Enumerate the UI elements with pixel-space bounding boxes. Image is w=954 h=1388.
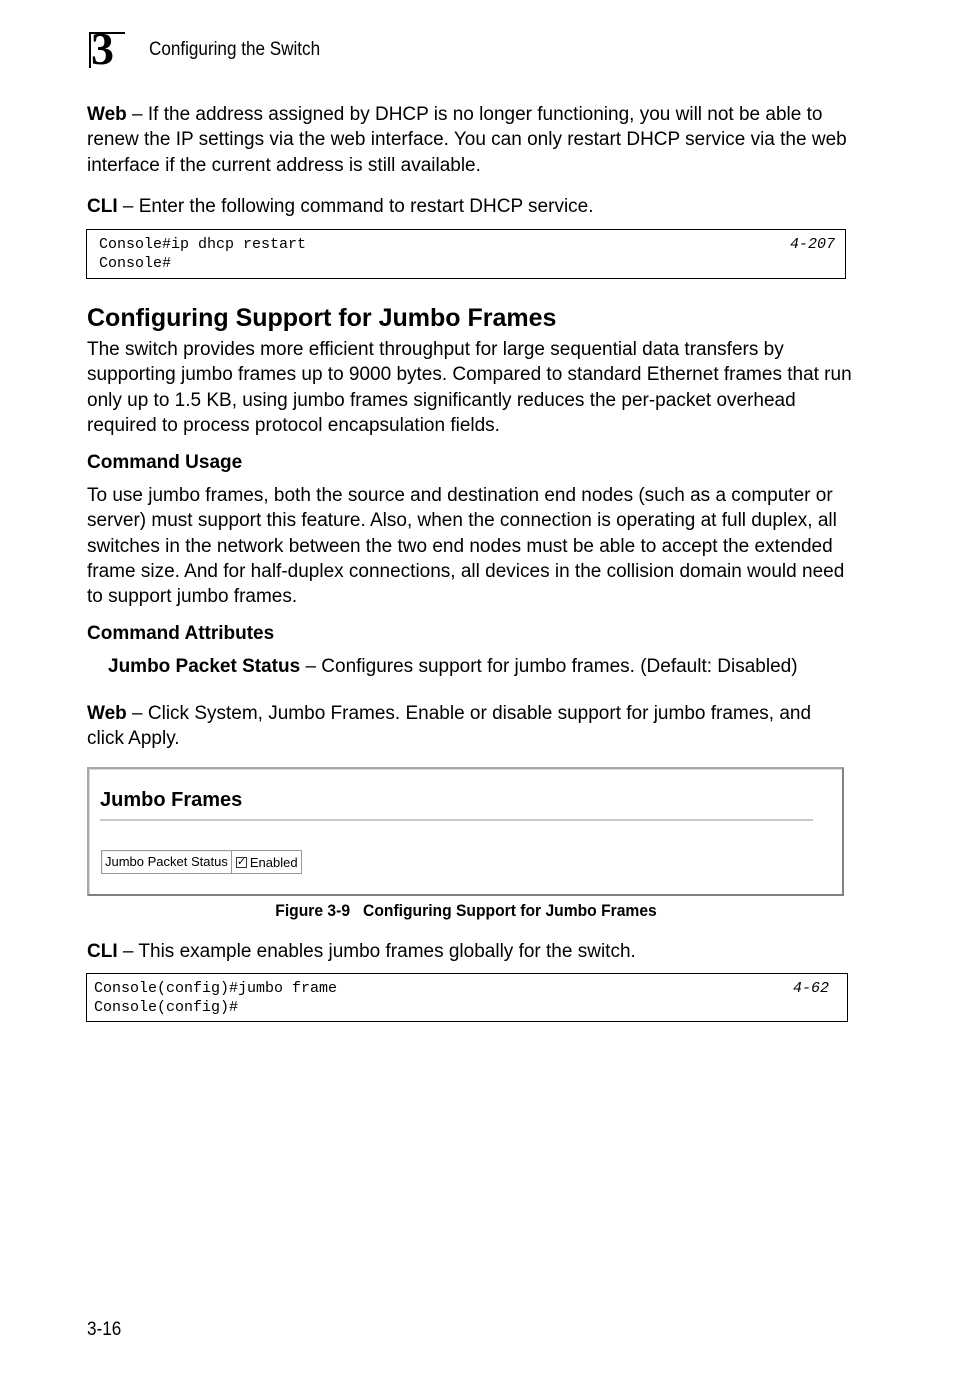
- section-web-paragraph: [87, 701, 852, 752]
- cli-text: – Enter the following command to restart DHCP service.: [117, 196, 594, 217]
- command-usage-text: To use jumbo frames, both the source and destination end nodes (such as a computer or server) must support this feature. Also, when the connection is operating at full duplex, all switches in the network between the two end nodes must be able to accept the extended frame size. And for half-duplex connections, all devices in the collision domain would need to support jumbo frames.: [87, 485, 845, 608]
- web-label: Web: [87, 104, 127, 125]
- code-line: Console(config)#: [94, 999, 239, 1016]
- code-block-jumbo: [86, 973, 848, 1022]
- attribute-name: Jumbo Packet Status: [108, 656, 301, 677]
- enabled-checkbox-label: Enabled: [249, 854, 298, 870]
- code-line: Console#: [99, 255, 172, 272]
- command-attributes-heading: Command Attributes: [87, 623, 275, 644]
- jumbo-packet-status-row: [101, 850, 302, 874]
- code-reference: 4-62: [792, 980, 829, 997]
- page-number: 3-16: [87, 1319, 122, 1340]
- code-block-dhcp: [86, 229, 846, 279]
- jumbo-enabled-control[interactable]: [232, 850, 302, 874]
- cli-label: CLI: [87, 196, 118, 217]
- attribute-text: – Configures support for jumbo frames. (Default: Disabled): [300, 656, 798, 677]
- code-line: Console(config)#jumbo frame 4-62: [94, 980, 829, 997]
- chapter-number: 3: [91, 23, 114, 74]
- code-line: Console#ip dhcp restart 4-207: [99, 236, 835, 253]
- panel-title: Jumbo Frames: [100, 789, 243, 811]
- cli-label: CLI: [87, 941, 118, 962]
- web-text: – If the address assigned by DHCP is no longer functioning, you will not be able to renew the IP settings via the web interface. You can only restart DHCP service via the web interface if the current address is still available.: [87, 104, 847, 176]
- intro-cli-paragraph: [87, 194, 852, 219]
- section-title: Configuring Support for Jumbo Frames: [87, 304, 557, 332]
- command-usage-heading: Command Usage: [87, 452, 243, 473]
- jumbo-frames-screenshot: [87, 767, 844, 896]
- jumbo-packet-status-label: Jumbo Packet Status: [101, 850, 232, 874]
- web-label: Web: [87, 703, 127, 724]
- section-description: The switch provides more efficient throughput for large sequential data transfers by supporting jumbo frames up to 9000 bytes. Compared to standard Ethernet frames that run only up to 1.5 KB, using jumbo frames significantly reduces the per-packet overhead required to process protocol encapsulation fields.: [87, 339, 852, 436]
- code-reference: 4-207: [789, 236, 835, 253]
- attribute-item: [108, 654, 868, 679]
- web-text: – Click System, Jumbo Frames. Enable or disable support for jumbo frames, and click Apply.: [87, 703, 812, 750]
- intro-web-paragraph: [87, 102, 852, 178]
- enabled-checkbox[interactable]: ✓: [236, 855, 247, 868]
- running-title: Configuring the Switch: [149, 39, 321, 60]
- figure-caption: Figure 3-9 Configuring Support for Jumbo Frames: [275, 901, 657, 920]
- cli-example-paragraph: [87, 939, 852, 964]
- panel-divider: [100, 819, 813, 821]
- cli-text: – This example enables jumbo frames globally for the switch.: [117, 941, 636, 962]
